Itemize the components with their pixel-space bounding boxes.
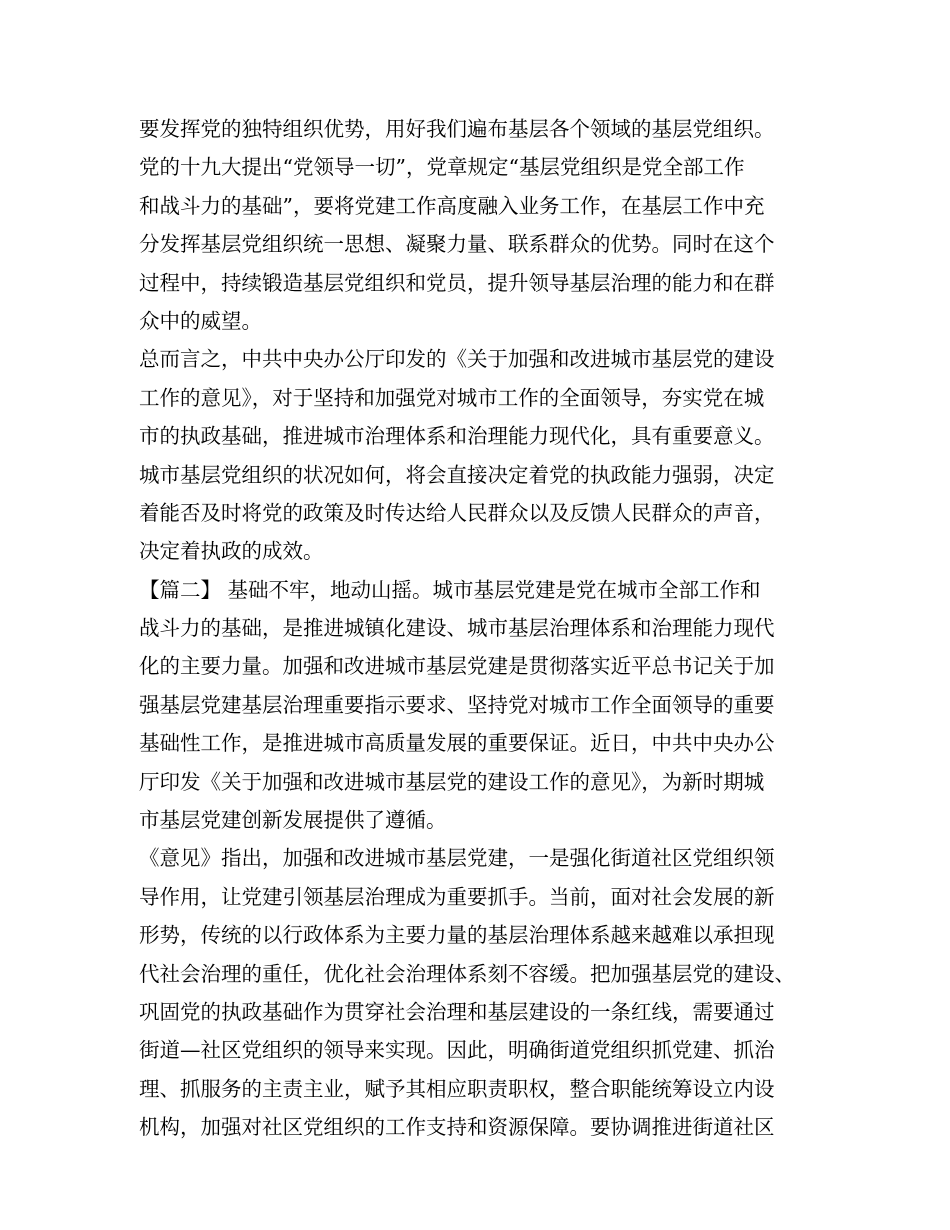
text-line: 机构，加强对社区党组织的工作支持和资源保障。要协调推进街道社区 — [139, 1115, 775, 1140]
text-line: 巩固党的执政基础作为贯穿社会治理和基层建设的一条红线，需要通过 — [139, 999, 775, 1024]
text-line: 总而言之，中共中央办公厅印发的《关于加强和改进城市基层党的建设 — [139, 347, 775, 372]
text-line: 【篇二】 基础不牢，地动山摇。城市基层党建是党在城市全部工作和 — [139, 577, 761, 602]
text-line: 着能否及时将党的政策及时传达给人民群众以及反馈人民群众的声音， — [139, 500, 775, 525]
text-line: 决定着执政的成效。 — [139, 539, 324, 564]
text-line: 众中的威望。 — [139, 308, 262, 333]
text-line: 市基层党建创新发展提供了遵循。 — [139, 808, 447, 833]
text-line: 城市基层党组织的状况如何，将会直接决定着党的执政能力强弱，决定 — [139, 462, 775, 487]
text-line: 街道—社区党组织的领导来实现。因此，明确街道党组织抓党建、抓治 — [139, 1038, 775, 1063]
text-line: 过程中，持续锻造基层党组织和党员，提升领导基层治理的能力和在群 — [139, 270, 775, 295]
text-line: 代社会治理的重任，优化社会治理体系刻不容缓。把加强基层党的建设、 — [139, 961, 795, 986]
text-line: 基础性工作，是推进城市高质量发展的重要保证。近日，中共中央办公 — [139, 731, 775, 756]
text-line: 要发挥党的独特组织优势，用好我们遍布基层各个领域的基层党组织。 — [139, 117, 775, 141]
text-line: 分发挥基层党组织统一思想、凝聚力量、联系群众的优势。同时在这个 — [139, 232, 775, 257]
document-body — [139, 110, 815, 1147]
text-line: 《意见》指出，加强和改进城市基层党建，一是强化街道社区党组织领 — [139, 846, 775, 871]
text-line: 化的主要力量。加强和改进城市基层党建是贯彻落实近平总书记关于加 — [139, 654, 775, 679]
text-line: 市的执政基础，推进城市治理体系和治理能力现代化，具有重要意义。 — [139, 424, 775, 449]
text-line: 党的十九大提出“党领导一切”，党章规定“基层党组织是党全部工作 — [139, 155, 745, 180]
text-line: 形势，传统的以行政体系为主要力量的基层治理体系越来越难以承担现 — [139, 923, 775, 948]
text-line: 厅印发《关于加强和改进城市基层党的建设工作的意见》，为新时期城 — [139, 769, 765, 794]
text-line: 工作的意见》，对于坚持和加强党对城市工作的全面领导，夯实党在城 — [139, 385, 765, 410]
text-line: 和战斗力的基础”，要将党建工作高度融入业务工作，在基层工作中充 — [139, 193, 765, 218]
text-line: 理、抓服务的主责主业，赋予其相应职责职权，整合职能统筹设立内设 — [139, 1076, 775, 1101]
text-line: 战斗力的基础，是推进城镇化建设、城市基层治理体系和治理能力现代 — [139, 616, 775, 641]
text-line: 强基层党建基层治理重要指示要求、坚持党对城市工作全面领导的重要 — [139, 692, 775, 717]
text-line: 导作用，让党建引领基层治理成为重要抓手。当前，面对社会发展的新 — [139, 884, 775, 909]
